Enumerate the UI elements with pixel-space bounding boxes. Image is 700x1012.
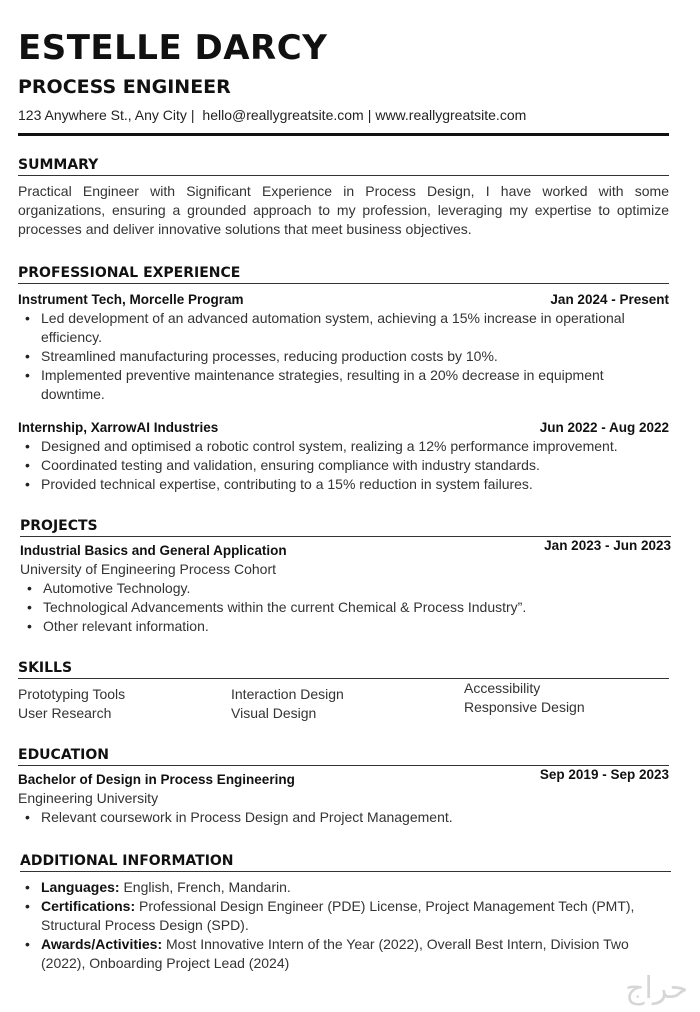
bullet-item: • Implemented preventive maintenance strategies, resulting in a 20% decrease in equipment downtime. — [41, 366, 669, 404]
skill-item: User Research — [18, 705, 112, 721]
additional-text: Most Innovative Intern of the Year (2022), Overall Best Intern, Division Two (2022), Onboarding Project Lead (2024) — [41, 936, 629, 971]
address: 123 Anywhere St., Any City — [18, 107, 187, 123]
skills-heading: SKILLS — [18, 660, 669, 679]
website-link[interactable]: www.reallygreatsite.com — [375, 107, 527, 123]
projects-section — [20, 518, 671, 636]
summary-section — [18, 157, 669, 239]
header-divider — [18, 133, 669, 136]
separator: | — [190, 107, 195, 123]
job-dates: Jan 2024 - Present — [550, 292, 669, 307]
additional-item — [41, 897, 671, 935]
bullet-item: • Led development of an advanced automation system, achieving a 15% increase in operational efficiency. — [41, 309, 669, 347]
project-entry — [20, 538, 671, 636]
bullet-item: • Provided technical expertise, contributing to a 15% reduction in system failures. — [41, 475, 669, 494]
skill-item: Interaction Design — [231, 686, 344, 702]
skills-grid — [18, 680, 669, 725]
project-bullets — [20, 579, 671, 636]
job-header — [18, 418, 669, 437]
education-heading: EDUCATION — [18, 747, 669, 766]
job-title: PROCESS ENGINEER — [18, 76, 231, 98]
skill-item: Accessibility — [464, 680, 541, 696]
bullet-item: • Other relevant information. — [43, 617, 671, 636]
additional-section — [20, 853, 671, 973]
skill-item: Prototyping Tools — [18, 686, 126, 702]
experience-section — [18, 265, 669, 494]
job-bullets — [18, 309, 669, 404]
job-entry — [18, 418, 669, 494]
additional-item — [41, 878, 671, 897]
summary-heading: SUMMARY — [18, 157, 669, 176]
additional-label: Languages: — [41, 879, 120, 895]
education-dates: Sep 2019 - Sep 2023 — [539, 767, 669, 782]
school: Engineering University — [18, 790, 159, 806]
summary-text: Practical Engineer with Significant Experience in Process Design, I have worked with some organizations, ensuring a grounded approach to my profession, leveraging my expertise to optimize processes and deliver innovative solutions that meet business objectives. — [18, 183, 669, 237]
education-section — [18, 747, 669, 827]
job-entry — [18, 290, 669, 404]
job-bullets — [18, 437, 669, 494]
watermark: حراج — [625, 971, 688, 1006]
additional-heading: ADDITIONAL INFORMATION — [20, 853, 671, 872]
project-header — [20, 538, 671, 560]
projects-heading: PROJECTS — [20, 518, 671, 537]
bullet-item: • Relevant coursework in Process Design and Project Management. — [41, 808, 669, 827]
project-title: Industrial Basics and General Application — [20, 543, 287, 558]
additional-item — [41, 935, 671, 973]
additional-text: English, French, Mandarin. — [119, 879, 291, 895]
degree: Bachelor of Design in Process Engineering — [18, 772, 295, 787]
email-link[interactable]: hello@reallygreatsite.com — [202, 107, 364, 123]
contact-line — [18, 107, 526, 123]
additional-text: Professional Design Engineer (PDE) License, Project Management Tech (PMT), Structural Process Design (SPD). — [41, 898, 635, 933]
project-org: University of Engineering Process Cohort — [20, 561, 277, 577]
candidate-name: ESTELLE DARCY — [18, 28, 328, 68]
education-entry — [18, 767, 669, 827]
additional-list — [20, 878, 671, 973]
additional-label: Certifications: — [41, 898, 136, 914]
project-dates: Jan 2023 - Jun 2023 — [544, 538, 671, 553]
separator: | — [367, 107, 372, 123]
skill-item: Visual Design — [231, 705, 317, 721]
bullet-item: • Streamlined manufacturing processes, reducing production costs by 10%. — [41, 347, 669, 366]
skills-section — [18, 660, 669, 725]
education-bullets — [18, 808, 669, 827]
experience-heading: PROFESSIONAL EXPERIENCE — [18, 265, 669, 284]
bullet-item: • Designed and optimised a robotic control system, realizing a 12% performance improvement. — [41, 437, 669, 456]
job-role: Internship, XarrowAI Industries — [18, 420, 219, 435]
job-dates: Jun 2022 - Aug 2022 — [539, 420, 669, 435]
bullet-item: • Coordinated testing and validation, ensuring compliance with industry standards. — [41, 456, 669, 475]
skill-item: Responsive Design — [464, 699, 585, 715]
bullet-item: • Technological Advancements within the current Chemical & Process Industry”. — [43, 598, 671, 617]
bullet-item: • Automotive Technology. — [43, 579, 671, 598]
education-header — [18, 767, 669, 789]
job-header — [18, 290, 669, 309]
additional-label: Awards/Activities: — [41, 936, 163, 952]
job-role: Instrument Tech, Morcelle Program — [18, 292, 244, 307]
